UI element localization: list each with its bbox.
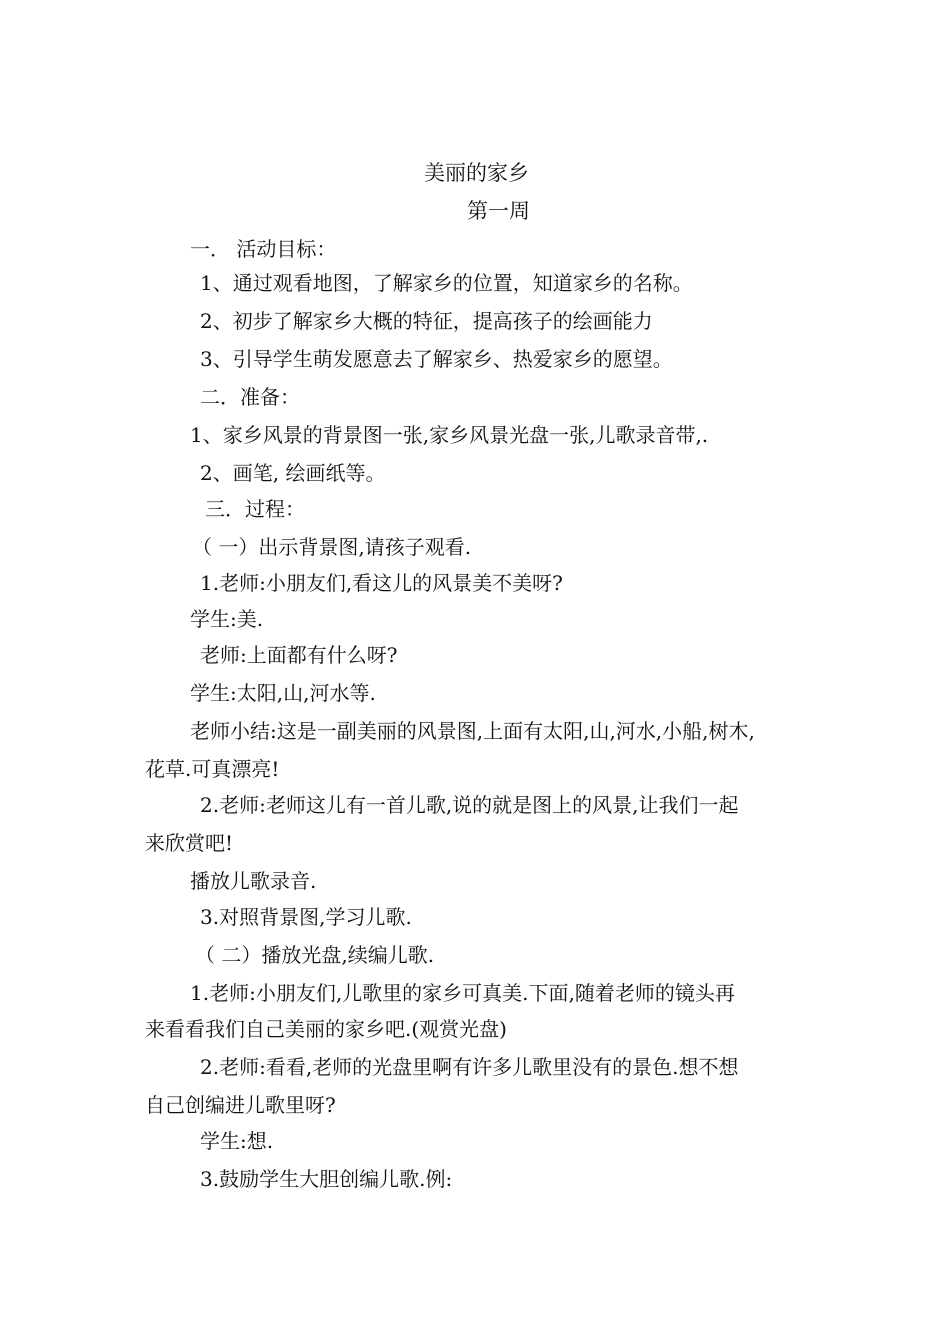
paragraph-line: 来欣赏吧! [145, 831, 234, 855]
paragraph-line: 老师:上面都有什么呀? [200, 643, 398, 667]
paragraph-line: 1.老师:小朋友们,儿歌里的家乡可真美.下面,随着老师的镜头再 [190, 981, 735, 1005]
paragraph-line: 2.老师:老师这儿有一首儿歌,说的就是图上的风景,让我们一起 [200, 793, 739, 817]
paragraph-line: 3.鼓励学生大胆创编儿歌.例: [200, 1167, 453, 1191]
paragraph-line: 播放儿歌录音. [190, 869, 317, 893]
document-subtitle: 第一周 [467, 199, 530, 223]
paragraph-line: 来看看我们自己美丽的家乡吧.(观赏光盘) [145, 1017, 507, 1041]
subsection-heading: （ 二）播放光盘,续编儿歌. [195, 943, 435, 967]
paragraph-line: 3、引导学生萌发愿意去了解家乡、热爱家乡的愿望。 [200, 347, 673, 371]
document-title: 美丽的家乡 [424, 161, 529, 185]
paragraph-line: 自己创编进儿歌里呀? [145, 1093, 336, 1117]
paragraph-line: 2.老师:看看,老师的光盘里啊有许多儿歌里没有的景色.想不想 [200, 1055, 739, 1079]
section-heading-goals: 一． 活动目标： [190, 237, 337, 261]
paragraph-line: 1、通过观看地图，了解家乡的位置，知道家乡的名称。 [200, 271, 693, 295]
paragraph-line: 3.对照背景图,学习儿歌. [200, 905, 412, 929]
paragraph-line: 1.老师:小朋友们,看这儿的风景美不美呀? [200, 571, 563, 595]
section-heading-preparation: 二．准备： [200, 385, 300, 409]
paragraph-line: 学生:太阳,山,河水等. [190, 681, 376, 705]
paragraph-line: 老师小结:这是一副美丽的风景图,上面有太阳,山,河水,小船,树木, [190, 719, 755, 743]
subsection-heading: （ 一）出示背景图,请孩子观看. [192, 535, 472, 559]
paragraph-line: 1、家乡风景的背景图一张,家乡风景光盘一张,儿歌录音带,. [190, 423, 709, 447]
paragraph-line: 2、画笔, 绘画纸等。 [200, 461, 386, 485]
paragraph-line: 学生:美. [190, 607, 264, 631]
paragraph-line: 2、初步了解家乡大概的特征，提高孩子的绘画能力 [200, 309, 653, 333]
paragraph-line: 花草.可真漂亮! [145, 757, 280, 781]
paragraph-line: 学生:想. [200, 1129, 274, 1153]
section-heading-process: 三．过程： [205, 497, 305, 521]
